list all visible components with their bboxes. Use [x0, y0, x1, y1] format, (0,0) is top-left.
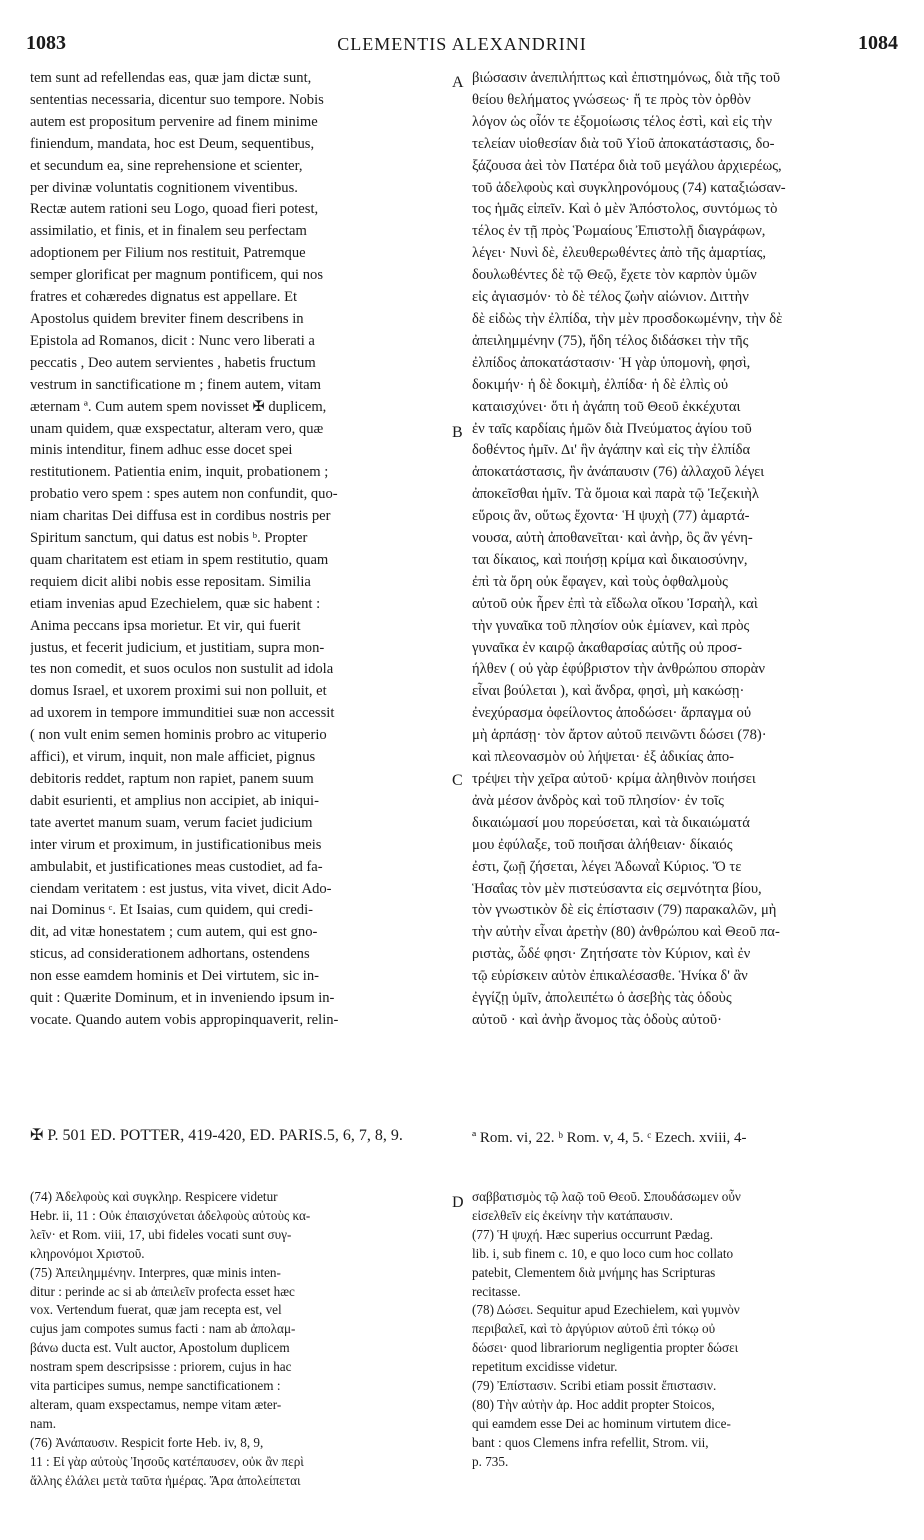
latin-text-line: ambulabit, et justificationes meas custodiet, ad fa- — [30, 858, 323, 875]
latin-text-line: etiam invenias apud Ezechielem, quæ sic habent : — [30, 595, 321, 612]
greek-text-line: θείου θελήματος γνώσεως· ἥ τε πρὸς τὸν ὀρθὸν — [472, 91, 751, 108]
greek-text-line: ήλθεν ( οὐ γὰρ ἐφύβριστον τὴν ἀνθρώπου σπορὰν — [472, 661, 765, 678]
margin-marker-c: C — [452, 772, 463, 789]
footnote-line: σαββατισμὸς τῷ λαῷ τοῦ Θεοῦ. Σπουδάσωμεν οὖν — [472, 1189, 741, 1204]
greek-text-line: ἀποκεῖσθαι ἡμῖν. Τὰ ὅμοια καὶ παρὰ τῷ Ἰεζεκιὴλ — [472, 486, 759, 503]
footnote-line: p. 735. — [472, 1453, 509, 1469]
footnote-line: βάνω ducta est. Vult auctor, Apostolum duplicem — [30, 1340, 290, 1356]
latin-text-line: æternam ª. Cum autem spem novisset ✠ duplicem, — [30, 398, 327, 415]
greek-text-line: καὶ πλεονασμὸν οὐ λήψεται· ἐξ ἀδικίας ἀπο- — [472, 749, 735, 766]
latin-text-line: requiem dicit alibi nobis esse repositam. Similia — [30, 573, 311, 590]
greek-text-line: ται δίκαιος, καὶ ποιήσῃ κρίμα καὶ δικαιοσύνην, — [472, 551, 748, 568]
footnote-line: ditur : perinde ac si ab ἀπειλεῖν profecta esset hæc — [30, 1283, 295, 1299]
greek-text-line: ἐνεχύρασμα ὀφείλοντος ἀποδώσει· ἅρπαγμα οὐ — [472, 705, 752, 722]
latin-text-line: dabit esurienti, et amplius non accipiet, ab iniqui- — [30, 792, 319, 809]
latin-text-line: minis intenditur, finem adhuc esse docet spei — [30, 442, 293, 459]
greek-text-line: ἐν ταῖς καρδίαις ἡμῶν διὰ Πνεύματος ἁγίου τοῦ — [472, 420, 752, 437]
footnote-line: lib. i, sub finem c. 10, e quo loco cum hoc collato — [472, 1245, 734, 1261]
latin-text-line: peccatis , Deo autem servientes , habetis fructum — [30, 354, 316, 371]
greek-text-line: ἀπειλημμένην (75), ἤδη τέλος διδάσκει τὴν τῆς — [472, 332, 749, 349]
footnote-line: (74) Ἀδελφοὺς καὶ συγκληρ. Respicere videtur — [30, 1189, 278, 1204]
greek-text-line: ἀνὰ μέσον ἀνδρὸς καὶ τοῦ πλησίον· ἐν τοῖς — [472, 792, 724, 809]
footnote-line: vita participes sumus, nempe sanctificationem : — [30, 1378, 281, 1394]
greek-text-line: τέλος ἐν τῇ πρὸς Ῥωμαίους Ἐπιστολῇ διαγράφων, — [472, 223, 766, 240]
footnote-line: δώσει· quod librariorum negligentia propter δώσει — [472, 1340, 739, 1356]
footnote-line: εἰσελθεῖν εἰς ἐκείνην τὴν κατάπαυσιν. — [472, 1207, 673, 1223]
latin-text-line: Anima peccans ipsa morietur. Et vir, qui fuerit — [30, 617, 301, 634]
greek-text-line: τοῦ ἀδελφοὺς καὶ συγκληρονόμους (74) καταξιώσαν- — [472, 179, 786, 196]
greek-text-line: τὸν γνωστικὸν δὲ εἰς ἐπίστασιν (79) παρακαλῶν, μὴ — [472, 902, 777, 919]
latin-text-line: dit, ad vitæ honestatem ; cum autem, qui est gno- — [30, 924, 318, 941]
latin-text-line: justus, et fecerit judicium, et justitiam, supra mon- — [30, 639, 325, 656]
latin-text-line: affici), et virum, inquit, non male afficiet, pignus — [30, 749, 316, 766]
footnotes-right — [472, 1188, 902, 1472]
greek-text-line: δικαιώμασί μου πορεύσεται, καὶ τὰ δικαιώματά — [472, 814, 750, 831]
greek-text-line: δὲ εἰδὼς τὴν ἐλπίδα, τὴν μὲν προσδοκωμένην, τὴν δὲ — [472, 310, 783, 327]
latin-text-line: tes non comedit, et suos oculos non sustulit ad idola — [30, 661, 334, 678]
footnote-line: qui eamdem esse Dei ac hominum virtutem dice- — [472, 1415, 731, 1431]
latin-text-line: autem est propositum pervenire ad finem minime — [30, 113, 318, 130]
greek-text-line: αὐτοῦ · καὶ ἀνὴρ ἄνομος τὰς ὁδοὺς αὐτοῦ· — [472, 1011, 722, 1028]
latin-text-line: ( non vult enim semen hominis probro ac vituperio — [30, 727, 327, 744]
latin-text-line: non esse eamdem hominis et Dei virtutem, sic in- — [30, 968, 319, 985]
footnote-line: alteram, quam exspectamus, nempe vitam æter- — [30, 1396, 282, 1412]
greek-text-line: εἰς ἁγιασμόν· τὸ δὲ τέλος ζωὴν αἰώνιον. Διττὴν — [472, 289, 749, 306]
greek-text-line: λόγον ὡς οἷόν τε ἐξομοίωσις τέλος ἐστὶ, καὶ εἰς τὴν — [472, 113, 772, 130]
footnote-line: recitasse. — [472, 1283, 521, 1299]
greek-text-line: ἀποκατάστασις, ἣν ἀνάπαυσιν (76) ἀλλαχοῦ λέγει — [472, 464, 765, 481]
greek-text-line: εὕροις ἂν, οὕτως ἔχοντα· Ἡ ψυχὴ (77) ἁμαρτά- — [472, 508, 750, 525]
latin-text-line: Epistola ad Romanos, dicit : Nunc vero liberati a — [30, 332, 315, 349]
footnote-line: 11 : Εἰ γὰρ αὐτοὺς Ἰησοῦς κατέπαυσεν, οὐκ ἂν περὶ — [30, 1453, 304, 1469]
latin-text-line: inter virum et proximum, in justificationibus meis — [30, 836, 322, 853]
latin-text-line: ad uxorem in tempore immunditiei suæ non accessit — [30, 705, 335, 722]
latin-text-line: Apostolus quidem breviter finem describens in — [30, 310, 304, 327]
latin-text-line: finiendum, mandata, hoc est Deum, sequentibus, — [30, 135, 315, 152]
running-header — [24, 30, 900, 60]
margin-marker-a: A — [452, 74, 464, 91]
greek-text-line: μου ἐφύλαξε, τοῦ ποιῆσαι ἀλήθειαν· δίκαιός — [472, 836, 733, 853]
greek-text-line: βιώσασιν ἀνεπιλήπτως καὶ ἐπιστημόνως, διὰ τῆς τοῦ — [472, 70, 781, 86]
latin-text-line: tem sunt ad refellendas eas, quæ jam dictæ sunt, — [30, 70, 312, 86]
latin-text-line: nai Dominus ᶜ. Et Isaias, cum quidem, qui credi- — [30, 902, 313, 919]
greek-text-line: γυναῖκα ἐν καιρῷ ἀκαθαρσίας αὐτῆς οὐ προσ- — [472, 639, 743, 656]
footnote-line: ἄλλης ἐλάλει μετὰ ταῦτα ἡμέρας. Ἄρα ἀπολείπεται — [30, 1472, 301, 1488]
greek-text-line: τὴν γυναῖκα τοῦ πλησίον οὐκ ἐμίανεν, καὶ πρὸς — [472, 617, 750, 634]
greek-text-line: ἐγγίζῃ ὑμῖν, ἀπολειπέτω ὁ ἀσεβὴς τὰς ὁδοὺς — [472, 990, 732, 1007]
greek-column — [472, 68, 902, 1032]
latin-text-line: sententias necessaria, dicentur suo tempore. Nobis — [30, 91, 324, 108]
latin-text-line: quit : Quærite Dominum, et in inveniendo ipsum in- — [30, 990, 335, 1007]
footnote-line: κληρονόμοι Χριστοῦ. — [30, 1245, 145, 1261]
latin-text-line: Rectæ autem rationi seu Logo, quoad fieri potest, — [30, 201, 319, 218]
greek-text-line: δουλωθέντες δὲ τῷ Θεῷ, ἔχετε τὸν καρπὸν ὑμῶν — [472, 267, 757, 284]
page-number-left: 1083 — [26, 32, 66, 54]
edition-reference-line: ✠ P. 501 ED. POTTER, 419-420, ED. PARIS. — [30, 1127, 327, 1144]
latin-text-line: tate avertet manum suam, verum faciet judicium — [30, 814, 313, 831]
greek-text-line: τὴν αὐτὴν εἶναι ἀρετὴν (80) ἀνθρώπου καὶ Θεοῦ πα- — [472, 924, 780, 941]
footnote-line: (75) Ἀπειλημμένην. Interpres, quæ minis inten- — [30, 1264, 281, 1280]
running-title: CLEMENTIS ALEXANDRINI — [337, 34, 587, 54]
greek-text-line: τελείαν υἱοθεσίαν διὰ τοῦ Υἱοῦ ἀποκατάστασις, δο- — [472, 135, 775, 152]
footnote-line: nostram spem descripsisse : priorem, cujus in hac — [30, 1359, 292, 1375]
footnote-line: patebit, Clementem διὰ μνήμης has Scripturas — [472, 1264, 716, 1280]
greek-text-line: τρέψει τὴν χεῖρα αὐτοῦ· κρίμα ἀληθινὸν ποιήσει — [472, 771, 756, 787]
latin-text-line: vocate. Quando autem vobis appropinquaverit, relin- — [30, 1011, 339, 1028]
greek-text-line: ξάζουσα ἀεὶ τὸν Πατέρα διὰ τοῦ μεγάλου ἀρχιερέως, — [472, 157, 782, 174]
margin-marker-d: D — [452, 1194, 464, 1211]
greek-text-line: ἐλπίδος ἀποκατάστασιν· Ἡ γὰρ ὑπομονὴ, φησὶ, — [472, 354, 751, 371]
latin-text-line: vestrum in sanctificatione m ; finem autem, vitam — [30, 376, 321, 393]
latin-column — [30, 68, 454, 1032]
footnote-line: repetitum excidisse videtur. — [472, 1359, 618, 1375]
footnote-line: bant : quos Clemens infra refellit, Strom. vii, — [472, 1434, 709, 1450]
footnote-line: (80) Τὴν αὐτὴν ἀρ. Hoc addit propter Stoicos, — [472, 1396, 715, 1412]
footnote-line: cujus jam compotes sumus facti : nam ab ἀπολαμ- — [30, 1321, 296, 1337]
footnote-line: (78) Δώσει. Sequitur apud Ezechielem, καὶ γυμνὸν — [472, 1302, 740, 1318]
greek-text-line: Ἡσαΐας τὸν μὲν πιστεύσαντα εἰς σεμνότητα βίου, — [472, 880, 762, 897]
latin-text-line: ciendam veritatem : est justus, vita vivet, dicit Ado- — [30, 880, 332, 897]
latin-text-line: Spiritum sanctum, qui datus est nobis ᵇ. Propter — [30, 530, 308, 547]
footnote-line: vox. Vertendum fuerat, quæ jam recepta est, vel — [30, 1302, 282, 1318]
latin-text-line: assimilatio, et finis, et in finalem seu perfectam — [30, 223, 307, 240]
greek-text-line: τῷ εὑρίσκειν αὐτὸν ἐπικαλέσασθε. Ἡνίκα δ' ἂν — [472, 968, 748, 985]
latin-text-line: semper glorificat per magnum pontificem, qui nos — [30, 267, 324, 284]
greek-text-line: ἐπὶ τὰ ὄρη οὐκ ἔφαγεν, καὶ τοὺς ὀφθαλμοὺς — [472, 573, 728, 590]
latin-text-line: restitutionem. Patientia enim, inquit, probationem ; — [30, 464, 329, 481]
greek-text-line: αὐτοῦ οὐκ ἦρεν ἐπὶ τὰ εἴδωλα οἴκου Ἰσραὴλ, καὶ — [472, 595, 758, 612]
latin-text-line: per divinæ voluntatis cognitionem viventibus. — [30, 179, 298, 196]
latin-text-line: niam charitas Dei diffusa est in cordibus nostris per — [30, 508, 331, 525]
latin-text-line: adoptionem per Filium nos restituit, Patremque — [30, 245, 306, 262]
latin-text-line: quam charitatem est etiam in spem restitutio, quam — [30, 551, 329, 568]
latin-text-line: probatio vero spem : spes autem non confundit, quo- — [30, 486, 338, 503]
footnote-line: nam. — [30, 1415, 57, 1431]
footnote-line: Hebr. ii, 11 : Οὐκ ἐπαισχύνεται ἀδελφοὺς αὐτοὺς κα- — [30, 1207, 311, 1223]
greek-text-line: δοθέντος ἡμῖν. Δι' ἣν ἀγάπην καὶ εἰς τὴν ἐλπίδα — [472, 442, 751, 459]
greek-text-line: μὴ ἁρπάσῃ· τὸν ἄρτον αὐτοῦ πεινῶντι δώσει (78)· — [472, 727, 767, 744]
footnote-line: (79) Ἐπίστασιν. Scribi etiam possit ἔπιστασιν. — [472, 1378, 717, 1394]
scripture-references: ª Rom. vi, 22. ᵇ Rom. v, 4, 5. ᶜ Ezech. xviii, 4- — [472, 1130, 747, 1146]
greek-text-line: ἐστι, ζωῇ ζήσεται, λέγει Ἀδωναῒ Κύριος. Ὅ τε — [472, 858, 742, 875]
greek-text-line: καταισχύνει· ὅτι ἡ ἀγάπη τοῦ Θεοῦ ἐκκέχυται — [472, 398, 741, 415]
greek-text-line: δοκιμήν· ἡ δὲ δοκιμὴ, ἐλπίδα· ἡ δὲ ἐλπὶς οὐ — [472, 376, 729, 393]
greek-text-line: τος ἡμᾶς εἰπεῖν. Καὶ ὁ μὲν Ἀπόστολος, συντόμως τὸ — [472, 201, 778, 218]
page-number-right: 1084 — [858, 32, 898, 54]
edition-reference — [30, 1125, 454, 1146]
greek-text-line: εἶναι βούλεται ), καὶ ἄνδρα, φησὶ, μὴ κακώσῃ· — [472, 683, 745, 700]
margin-marker-b: B — [452, 424, 463, 441]
greek-text-line: λέγει· Νυνὶ δὲ, ἐλευθερωθέντες ἀπὸ τῆς ἁμαρτίας, — [472, 245, 767, 262]
latin-text-line: et secundum ea, sine reprehensione et scienter, — [30, 157, 303, 174]
edition-reference-line: 5, 6, 7, 8, 9. — [326, 1127, 403, 1144]
latin-text-line: sticus, ad considerationem adhortans, ostendens — [30, 946, 310, 963]
footnote-line: λεῖν· et Rom. viii, 17, ubi fideles vocati sunt συγ- — [30, 1226, 292, 1242]
latin-text-line: debitoris reddet, raptum non rapiet, panem suum — [30, 771, 314, 787]
footnotes-left — [30, 1188, 454, 1491]
latin-text-line: domus Israel, et uxorem proximi sui non polluit, et — [30, 683, 327, 700]
latin-text-line: fratres et cohæredes dignatus est appellare. Et — [30, 289, 298, 306]
greek-text-line: νουσα, αὐτὴ ἀποθανεῖται· καὶ ἀνὴρ, ὃς ἂν γένη- — [472, 530, 753, 547]
greek-text-line: ριστὰς, ὧδέ φησι· Ζητήσατε τὸν Κύριον, καὶ ἐν — [472, 946, 751, 963]
footnote-line: (77) Ἡ ψυχή. Hæc superius occurrunt Pædag. — [472, 1226, 714, 1242]
footnote-line: περιβαλεῖ, καὶ τὸ ἀργύριον αὐτοῦ ἐπὶ τόκῳ οὐ — [472, 1321, 716, 1337]
latin-text-line: unam quidem, quæ exspectatur, alteram vero, quæ — [30, 420, 324, 437]
footnote-line: (76) Ἀνάπαυσιν. Respicit forte Heb. iv, 8, 9, — [30, 1434, 264, 1450]
